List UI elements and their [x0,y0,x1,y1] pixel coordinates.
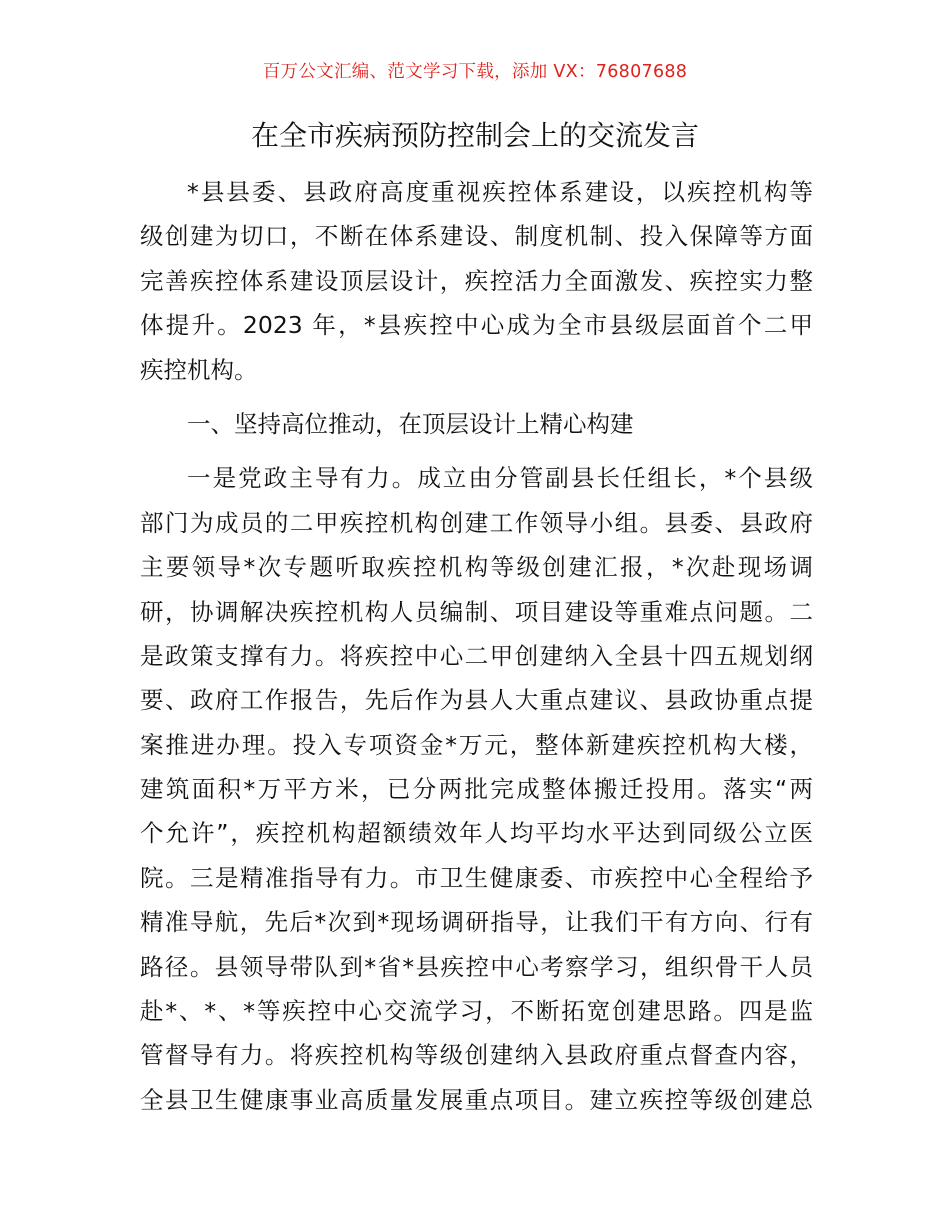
paragraph-intro [140,170,813,392]
header-watermark-note: 百万公文汇编、范文学习下载，添加 VX：76807688 [262,62,688,82]
text-line: 全县卫生健康事业高质量发展重点项目。建立疾控等级创建总 [140,1085,813,1114]
text-line: 是政策支撑有力。将疾控中心二甲创建纳入全县十四五规划纲 [140,641,813,670]
text-line: 一是党政主导有力。成立由分管副县长任组长，*个县级 [187,464,813,493]
text-line: 精准导航，先后*次到*现场调研指导，让我们干有方向、行有 [140,908,813,937]
text-line: 院。三是精准指导有力。市卫生健康委、市疾控中心全程给予 [140,863,813,892]
text-line: 疾控机构。 [140,355,258,384]
text-line: 完善疾控体系建设顶层设计，疾控活力全面激发、疾控实力整 [140,266,813,295]
text-line: *县县委、县政府高度重视疾控体系建设，以疾控机构等 [187,178,813,206]
section-heading [140,402,813,446]
text-line: 级创建为切口，不断在体系建设、制度机制、投入保障等方面 [140,222,813,251]
text-line: 要、政府工作报告，先后作为县人大重点建议、县政协重点提 [140,686,813,715]
text-line: 一、坚持高位推动，在顶层设计上精心构建 [187,409,634,438]
document-title: 在全市疾病预防控制会上的交流发言 [250,119,699,152]
text-line: 主要领导*次专题听取疾控机构等级创建汇报，*次赴现场调 [140,553,813,582]
paragraph-body [140,456,813,1122]
text-line: 体提升。2023 年，*县疾控中心成为全市县级层面首个二甲 [140,311,813,340]
text-line: 部门为成员的二甲疾控机构创建工作领导小组。县委、县政府 [140,508,813,537]
text-line: 建筑面积*万平方米，已分两批完成整体搬迁投用。落实“两 [140,775,813,804]
text-line: 路径。县领导带队到*省*县疾控中心考察学习，组织骨干人员 [140,952,813,981]
text-line: 管督导有力。将疾控机构等级创建纳入县政府重点督查内容， [140,1041,813,1070]
document-body [140,170,813,1122]
text-line: 案推进办理。投入专项资金*万元，整体新建疾控机构大楼， [140,730,813,759]
text-line: 赴*、*、*等疾控中心交流学习，不断拓宽创建思路。四是监 [140,997,813,1026]
text-line: 个允许”，疾控机构超额绩效年人均平均水平达到同级公立医 [140,819,813,848]
text-line: 研，协调解决疾控机构人员编制、项目建设等重难点问题。二 [140,597,813,626]
